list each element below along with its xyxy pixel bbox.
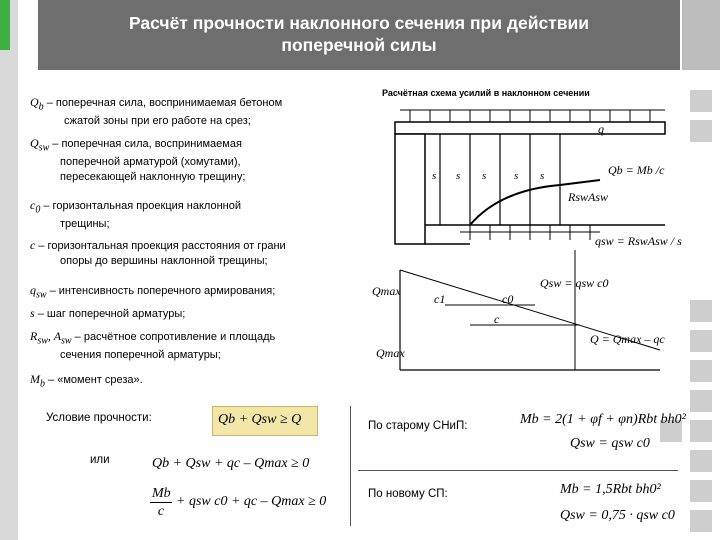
label-c: c xyxy=(494,312,500,326)
label-rsw: RswAsw xyxy=(568,190,609,204)
formula-alt2-num: Mb xyxy=(152,486,171,501)
label-q: q xyxy=(598,122,604,136)
formula-alt2-rest: + qsw c0 + qc – Qmax ≥ 0 xyxy=(176,494,327,509)
decor-square xyxy=(690,120,712,142)
label-s3: s xyxy=(482,170,487,182)
label-s1: s xyxy=(432,170,437,182)
label-qsw-formula: qsw = RswAsw / s xyxy=(595,234,682,248)
divider-horizontal xyxy=(358,470,678,471)
label-qsw-eq: Qsw = qsw c0 xyxy=(540,276,609,290)
new-sp-label: По новому СП: xyxy=(368,488,448,500)
label-c1: c1 xyxy=(434,292,446,306)
label-c0: c0 xyxy=(502,292,514,306)
support-column xyxy=(395,134,425,244)
label-qmax: Qmax xyxy=(372,284,401,298)
label-s2: s xyxy=(456,170,461,182)
def-qb: $Q_b$ – поперечная сила, воспринимаемая бетоном сжатой зоны при его работе на срез; xyxy=(30,95,283,128)
decor-square xyxy=(690,510,712,532)
decor-square xyxy=(690,330,712,352)
or-label: или xyxy=(90,454,110,466)
new-formula-1: Mb = 1,5Rbt bh0² xyxy=(560,482,661,497)
title-line-1: Расчёт прочности наклонного сечения при действии xyxy=(128,13,590,33)
fraction-bar xyxy=(150,502,172,503)
divider-vertical xyxy=(350,406,351,526)
formula-main: Qb + Qsw ≥ Q xyxy=(218,412,302,427)
label-s5: s xyxy=(540,170,545,182)
label-qb-formula: Qb = Mb /c xyxy=(608,163,665,177)
decor-square xyxy=(690,420,712,442)
label-q-eq: Q = Qmax – qc xyxy=(590,332,665,346)
label-s4: s xyxy=(514,170,519,182)
diagram-caption: Расчётная схема усилий в наклонном сечении xyxy=(382,88,590,98)
green-accent xyxy=(0,0,10,50)
corner-decor xyxy=(682,0,720,70)
load-arrows xyxy=(400,110,665,122)
left-decor-bar xyxy=(0,0,18,540)
def-c: c – горизонтальная проекция расстояния от грани опоры до вершины наклонной трещины; xyxy=(30,238,286,267)
top-flange xyxy=(395,122,665,134)
title-line-2: поперечной силы xyxy=(281,35,437,55)
decor-square xyxy=(690,300,712,322)
decor-square xyxy=(690,390,712,412)
decor-square xyxy=(690,90,712,112)
decor-square xyxy=(690,480,712,502)
def-qsw-intensity: $q_{sw}$ – интенсивность поперечного армирования; xyxy=(30,283,276,301)
label-qmax-bottom: Qmax xyxy=(376,346,405,360)
def-mb: $M_b$ – «момент среза». xyxy=(30,372,143,390)
old-formula-2: Qsw = qsw c0 xyxy=(570,436,650,451)
bottom-arrows xyxy=(460,225,600,240)
def-c0: $c_0$ – горизонтальная проекция наклонной трещины; xyxy=(30,198,241,231)
old-snip-label: По старому СНиП: xyxy=(368,420,468,432)
decor-square xyxy=(690,360,712,382)
formula-alt1: Qb + Qsw + qc – Qmax ≥ 0 xyxy=(152,456,310,471)
slide-title xyxy=(38,0,680,70)
def-qsw: $Q_{sw}$ – поперечная сила, воспринимаемая поперечной арматурой (хомутами), пересекающей наклонную трещину; xyxy=(30,136,246,184)
decor-square xyxy=(690,450,712,472)
old-formula-1: Mb = 2(1 + φf + φn)Rbt bh0² xyxy=(520,412,686,427)
formula-alt2-den: c xyxy=(157,504,165,519)
def-rsw-asw: $R_{sw}$, $A_{sw}$ – расчётное сопротивление и площадь сечения поперечной арматуры; xyxy=(30,329,276,362)
condition-title: Условие прочности: xyxy=(46,412,152,424)
def-s: s – шаг поперечной арматуры; xyxy=(30,306,186,320)
new-formula-2: Qsw = 0,75 · qsw c0 xyxy=(560,508,675,523)
